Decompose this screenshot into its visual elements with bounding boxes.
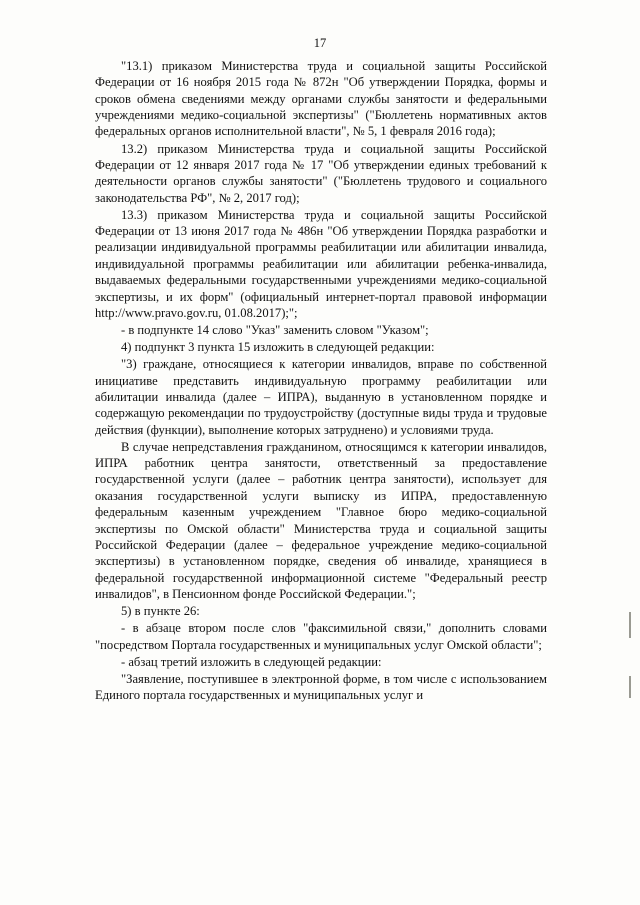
paragraph-abzac-third: - абзац третий изложить в следующей редакции: bbox=[121, 654, 382, 669]
paragraph-subclause-14: - в подпункте 14 слово "Указ" заменить словом "Указом"; bbox=[121, 323, 429, 337]
paragraph-item-4: 4) подпункт 3 пункта 15 изложить в следующей редакции: bbox=[121, 340, 435, 355]
page-number: 17 bbox=[313, 36, 327, 50]
paragraph-abzac-second: - в абзаце втором после слов "факсимильной связи," дополнить словами "посредством Портала государственных и муниципальных услуг Омской области"; bbox=[95, 621, 547, 652]
paragraph-application-electronic: "Заявление, поступившее в электронной форме, в том числе с использованием Единого портала государственных и муниципальных услуг и bbox=[95, 671, 547, 703]
scan-edge-mark bbox=[629, 676, 631, 698]
paragraph-13-1: "13.1) приказом Министерства труда и социальной защиты Российской Федерации от 16 ноября 2015 года № 872н "Об утверждении Порядка, формы и сроков обмена сведениями между органами службы занятости и федеральными учреждениями медико-социальной экспертизы" ("Бюллетень нормативных актов федеральных органов исполнительной власти", № 5, 1 февраля 2016 года); bbox=[95, 59, 547, 139]
paragraph-13-2: 13.2) приказом Министерства труда и социальной защиты Российской Федерации от 12 января 2017 года № 17 "Об утверждении единых требований к деятельности органов службы занятости" ("Бюллетень трудового и социального законодательства РФ", № 2, 2017 год); bbox=[95, 141, 547, 205]
paragraph-item-5: 5) в пункте 26: bbox=[121, 604, 200, 619]
document-body bbox=[95, 58, 547, 704]
scan-edge-mark bbox=[629, 612, 631, 638]
paragraph-13-3: 13.3) приказом Министерства труда и социальной защиты Российской Федерации от 13 июня 2017 года № 486н "Об утверждении Порядка разработки и реализации индивидуальной программы реабилитации или абилитации инвалида, индивидуальной программы реабилитации или абилитации ребенка-инвалида, выдаваемых федеральными государственными учреждениями медико-социальной экспертизы, и их форм" (официальный интернет-портал правовой информации http://www.pravo.gov.ru, 01.08.2017);"; bbox=[95, 207, 547, 320]
paragraph-citizens-category: "3) граждане, относящиеся к категории инвалидов, вправе по собственной инициативе представить индивидуальную программу реабилитации или абилитации инвалида (далее – ИПРА), выданную в установленном порядке и содержащую рекомендации по трудоустройству (доступные виды труда и трудовые действия (функции), выполнение которых затруднено) и условиями труда. bbox=[95, 357, 547, 437]
paragraph-non-submission: В случае непредставления гражданином, относящимся к категории инвалидов, ИПРА работник центра занятости, ответственный за предоставление государственной услуги (далее – работник центра занятости), использует для оказания государственной услуги выписку из ИПРА, предоставленную федеральным казенным учреждением "Главное бюро медико-социальной экспертизы по Омской области" Министерства труда и социальной защиты Российской Федерации (далее – федеральное учреждение медико-социальной экспертизы) в установленном порядке, сведения об инвалиде, хранящиеся в федеральной государственной информационной системе "Федеральный реестр инвалидов", в Пенсионном фонде Российской Федерации."; bbox=[95, 439, 547, 601]
